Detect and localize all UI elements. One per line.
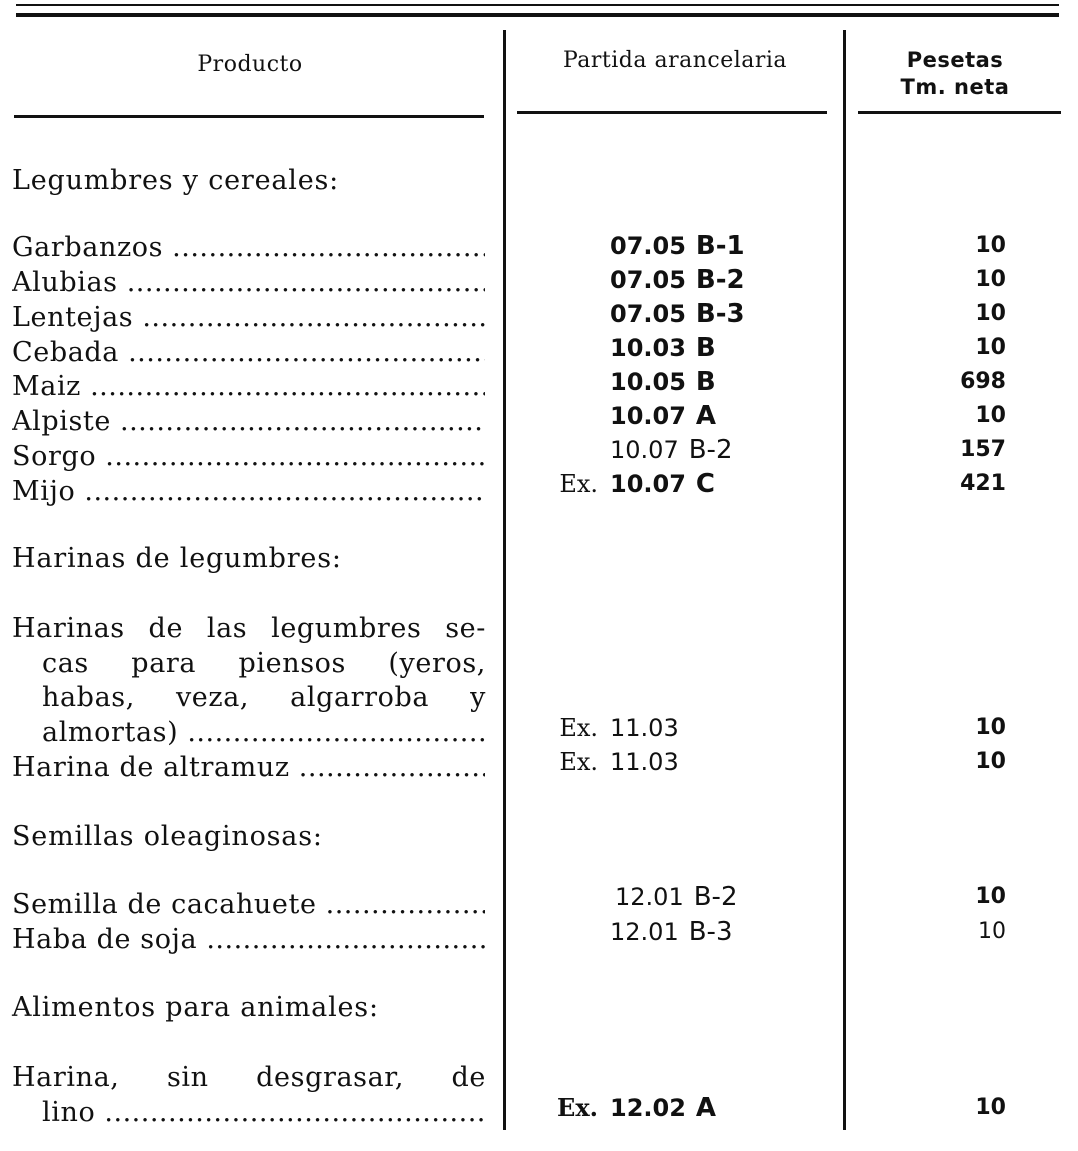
column-divider-1: [503, 30, 506, 1130]
product-name-multiline: [12, 1061, 486, 1096]
value-pesetas: 10: [975, 233, 1006, 258]
product-name: Sorgo .....: [12, 440, 485, 475]
value-pesetas: 10: [975, 884, 1006, 909]
product-name: Alpiste .....: [12, 405, 485, 440]
product-name: Haba de soja .....: [12, 923, 485, 958]
header-tm-neta: Tm. neta: [900, 75, 1010, 99]
tariff-code: 12.01 B-2: [615, 882, 738, 912]
tariff-code: 10.03 B: [610, 333, 716, 363]
header-underline-pesetas: [858, 111, 1061, 114]
tariff-code: 10.07 B-2: [610, 435, 733, 465]
product-name: Garbanzos .....: [12, 231, 485, 266]
value-pesetas: 10: [975, 403, 1006, 428]
tariff-code: 10.07 A: [610, 401, 717, 431]
tariff-code: Ex. 11.03: [559, 714, 679, 742]
column-divider-2: [843, 30, 846, 1130]
value-pesetas: 10: [975, 301, 1006, 326]
value-pesetas: 157: [960, 437, 1006, 462]
tariff-code: 10.05 B: [610, 367, 716, 397]
product-name: Cebada .....: [12, 336, 485, 371]
section-title: Legumbres y cereales:: [12, 165, 340, 196]
value-pesetas: 10: [978, 919, 1006, 944]
product-line: Harinas de las legumbres se-: [12, 613, 486, 644]
product-name: Maiz .....: [12, 370, 485, 405]
product-name: Semilla de cacahuete .....: [12, 888, 485, 923]
section-title: Alimentos para animales:: [12, 992, 379, 1023]
section-title: Harinas de legumbres:: [12, 543, 342, 574]
header-partida-arancelaria: Partida arancelaria: [562, 48, 788, 73]
tariff-code: Ex. 12.02 A: [557, 1093, 717, 1123]
header-underline-producto: [14, 115, 484, 118]
value-pesetas: 10: [975, 1095, 1006, 1120]
header-underline-partida: [517, 111, 827, 114]
product-name: almortas) .....: [42, 716, 485, 751]
value-pesetas: 421: [960, 471, 1006, 496]
product-line: cas para piensos (yeros,: [42, 647, 486, 679]
tariff-code: Ex. 11.03: [559, 748, 679, 776]
header-pesetas: Pesetas: [906, 48, 1004, 72]
tariff-code: 12.01 B-3: [610, 917, 733, 947]
product-name: Lentejas .....: [12, 301, 485, 336]
value-pesetas: 698: [960, 369, 1006, 394]
product-name: Alubias .....: [12, 266, 485, 301]
header-producto: Producto: [197, 52, 303, 77]
tariff-code: 07.05 B-3: [610, 299, 745, 329]
tariff-code: 07.05 B-1: [610, 231, 745, 261]
product-name: Mijo .....: [12, 475, 485, 510]
product-name: lino .....: [42, 1096, 485, 1131]
product-name: Harina de altramuz .....: [12, 751, 485, 786]
value-pesetas: 10: [975, 267, 1006, 292]
value-pesetas: 10: [975, 749, 1006, 774]
tariff-code: 07.05 B-2: [610, 265, 745, 295]
product-line: Harina, sin desgrasar, de: [12, 1062, 486, 1093]
tariff-code: Ex. 10.07 C: [559, 469, 716, 499]
value-pesetas: 10: [975, 335, 1006, 360]
product-line: habas, veza, algarroba y: [42, 682, 486, 713]
top-rule-thin: [16, 4, 1059, 6]
value-pesetas: 10: [975, 715, 1006, 740]
section-title: Semillas oleaginosas:: [12, 821, 323, 852]
product-name-multiline: [12, 612, 486, 716]
top-rule-thick: [16, 13, 1059, 17]
